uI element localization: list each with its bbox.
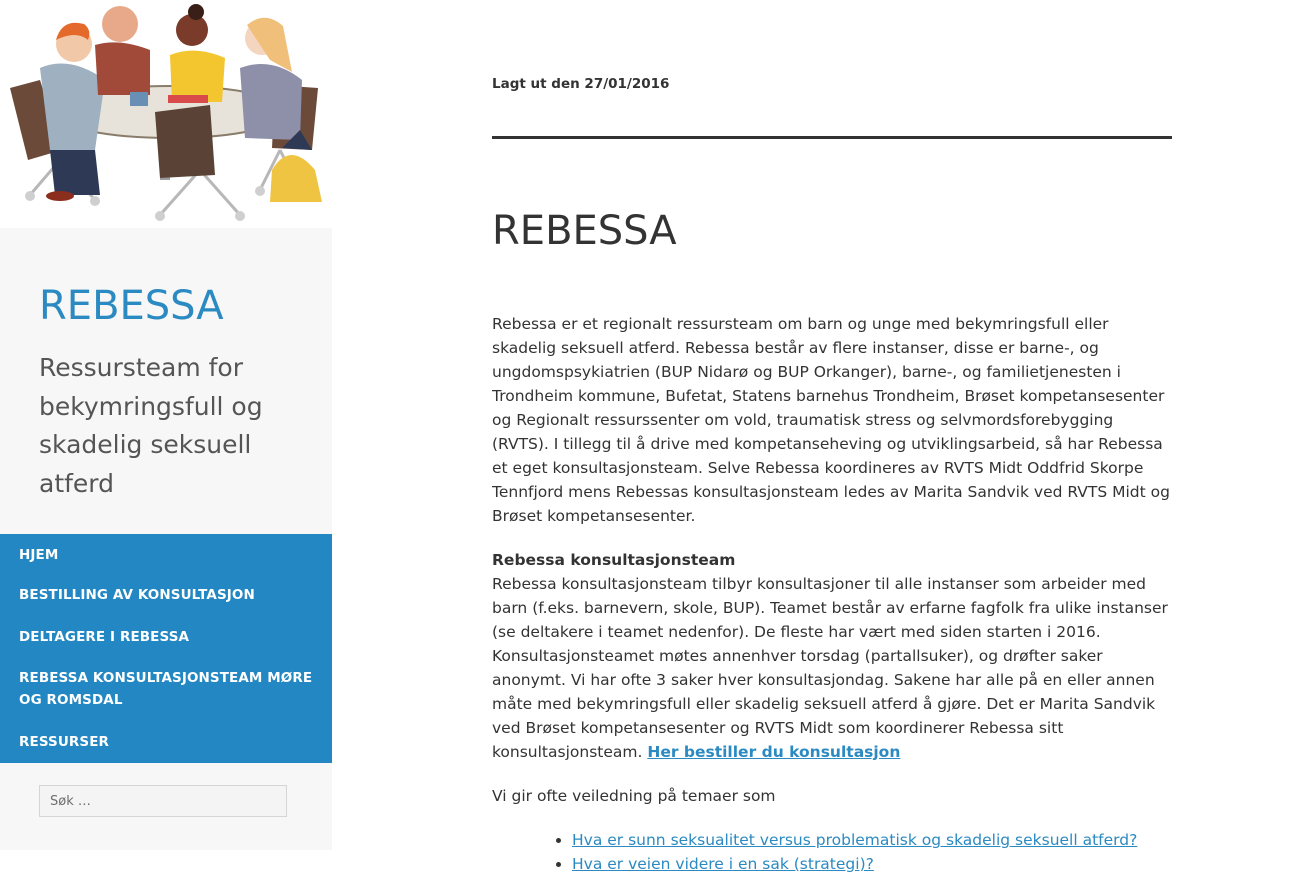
main-navigation — [0, 534, 332, 763]
team-heading: Rebessa konsultasjonsteam — [492, 551, 736, 569]
topics-list — [492, 828, 1172, 876]
illustration-people-at-table — [0, 0, 332, 228]
page-title: REBESSA — [492, 208, 677, 254]
list-item — [572, 852, 1172, 876]
guidance-intro: Vi gir ofte veiledning på temaer som — [492, 787, 776, 805]
intro-paragraph: Rebessa er et regionalt ressursteam om barn og unge med bekymringsfull eller skadelig seksuell atferd. Rebessa består av flere instanser, disse er barne-, og ungdomspsykiatrien (BUP Nidarø og BUP Orkanger), barne-, og familietjenesten i Trondheim kommune, Bufetat, Statens barnehus Trondheim, Brøset kompetansesenter og Regionalt ressurssenter om vold, traumatisk stress og selvmordsforebygging (RVTS). I tillegg til å drive med kompetanseheving og utviklingsarbeid, så har Rebessa et eget konsultasjonsteam. Selve Rebessa koordineres av RVTS Midt Oddfrid Skorpe Tennfjord mens Rebessas konsultasjonsteam ledes av Marita Sandvik ved RVTS Midt og Brøset kompetansesenter. — [492, 315, 1170, 525]
order-consultation-link[interactable]: Her bestiller du konsultasjon — [647, 743, 901, 761]
nav-item-konsultasjonsteam-more-og-romsdal[interactable]: REBESSA KONSULTASJONSTEAM MØRE OG ROMSDAL — [19, 670, 313, 708]
site-title[interactable]: REBESSA — [39, 283, 224, 329]
topic-link-sunn-seksualitet[interactable]: Hva er sunn seksualitet versus problematisk og skadelig seksuell atferd? — [572, 831, 1138, 849]
header-illustration[interactable] — [0, 0, 332, 228]
nav-item-ressurser[interactable]: RESSURSER — [19, 734, 110, 750]
search-input[interactable] — [39, 785, 287, 817]
post-date: Lagt ut den 27/01/2016 — [492, 76, 670, 92]
nav-item-bestilling-av-konsultasjon[interactable]: BESTILLING AV KONSULTASJON — [19, 587, 255, 603]
nav-item-deltagere-i-rebessa[interactable]: DELTAGERE I REBESSA — [19, 629, 190, 645]
sidebar — [0, 0, 332, 850]
list-item — [572, 828, 1172, 852]
topic-link-veien-videre[interactable]: Hva er veien videre i en sak (strategi)? — [572, 855, 874, 873]
post-separator — [492, 136, 1172, 139]
post-body — [492, 312, 1172, 876]
site-description: Ressursteam for bekymringsfull og skadelig seksuell atferd — [39, 353, 263, 498]
team-section — [492, 548, 1172, 764]
team-paragraph: Rebessa konsultasjonsteam tilbyr konsultasjoner til alle instanser som arbeider med barn (f.eks. barnevern, skole, BUP). Teamet består av erfarne fagfolk fra ulike instanser (se deltakere i teamet nedenfor). De fleste har vært med siden starten i 2016. Konsultasjonsteamet møtes annenhver torsdag (partallsuker), og drøfter saker anonymt. Vi har ofte 3 saker hver konsultasjondag. Sakene har alle på en eller annen måte med bekymringsfull eller skadelig seksuell atferd å gjøre. Det er Marita Sandvik ved Brøset kompetansesenter og RVTS Midt som koordinerer Rebessa sitt konsultasjonsteam. — [492, 575, 1168, 761]
nav-item-hjem[interactable]: HJEM — [19, 547, 59, 563]
